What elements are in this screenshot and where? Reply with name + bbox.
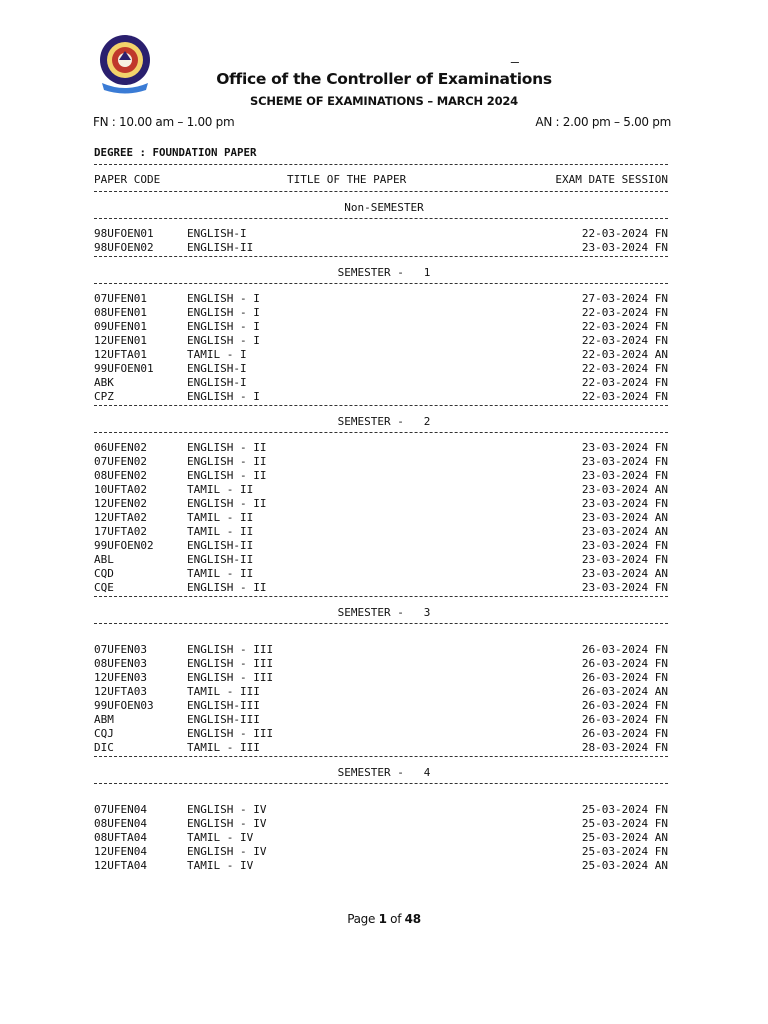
paper-code: 98UFOEN01 [94, 227, 154, 240]
exam-date-session: 22-03-2024 FN [581, 306, 668, 319]
section-label: SEMESTER - 2 [337, 415, 431, 428]
paper-title: ENGLISH-II [187, 241, 254, 254]
paper-code: CQE [94, 581, 114, 594]
paper-code: 07UFEN02 [94, 455, 147, 468]
paper-title: TAMIL - IV [187, 859, 254, 872]
dashed-rule [94, 191, 668, 192]
paper-code: 09UFEN01 [94, 320, 147, 333]
paper-title: ENGLISH-I [187, 376, 247, 389]
paper-title: ENGLISH - II [187, 441, 267, 454]
paper-title: ENGLISH - IV [187, 845, 267, 858]
top-mark: _ [511, 47, 519, 63]
dashed-rule [94, 256, 668, 257]
exam-date-session: 22-03-2024 FN [581, 376, 668, 389]
paper-code: 12UFTA04 [94, 859, 147, 872]
section-label: SEMESTER - 3 [337, 606, 431, 619]
dashed-rule [94, 756, 668, 757]
paper-title: ENGLISH - I [187, 320, 260, 333]
paper-title: ENGLISH - II [187, 455, 267, 468]
paper-title: ENGLISH - I [187, 334, 260, 347]
exam-date-session: 23-03-2024 FN [581, 241, 668, 254]
paper-code: 07UFEN03 [94, 643, 147, 656]
paper-title: TAMIL - III [187, 741, 260, 754]
dashed-rule [94, 405, 668, 406]
paper-title: ENGLISH - II [187, 469, 267, 482]
dashed-rule [94, 783, 668, 784]
exam-date-session: 23-03-2024 FN [581, 553, 668, 566]
exam-date-session: 23-03-2024 FN [581, 441, 668, 454]
paper-code: ABM [94, 713, 114, 726]
exam-date-session: 25-03-2024 AN [581, 859, 668, 872]
exam-date-session: 22-03-2024 FN [581, 362, 668, 375]
section-label: SEMESTER - 1 [337, 266, 431, 279]
exam-date-session: 26-03-2024 FN [581, 643, 668, 656]
paper-title: ENGLISH-II [187, 539, 254, 552]
paper-code: 99UFOEN03 [94, 699, 154, 712]
paper-code: DIC [94, 741, 114, 754]
paper-title: TAMIL - II [187, 567, 254, 580]
paper-title: ENGLISH - I [187, 292, 260, 305]
section-label: Non-SEMESTER [344, 201, 424, 214]
paper-code: 99UFOEN01 [94, 362, 154, 375]
exam-date-session: 23-03-2024 AN [581, 525, 668, 538]
exam-date-session: 23-03-2024 FN [581, 539, 668, 552]
page-title: Office of the Controller of Examinations [216, 70, 552, 88]
section-label: SEMESTER - 4 [337, 766, 431, 779]
paper-title: ENGLISH - I [187, 306, 260, 319]
exam-date-session: 26-03-2024 FN [581, 699, 668, 712]
exam-date-session: 25-03-2024 FN [581, 817, 668, 830]
paper-code: 08UFEN01 [94, 306, 147, 319]
degree-line: DEGREE : FOUNDATION PAPER [94, 146, 257, 159]
paper-title: TAMIL - II [187, 483, 254, 496]
dashed-rule [94, 164, 668, 165]
paper-code: ABL [94, 553, 114, 566]
paper-title: ENGLISH - I [187, 390, 260, 403]
exam-date-session: 27-03-2024 FN [581, 292, 668, 305]
dashed-rule [94, 283, 668, 284]
paper-code: 12UFEN04 [94, 845, 147, 858]
exam-date-session: 26-03-2024 FN [581, 713, 668, 726]
paper-code: 12UFEN03 [94, 671, 147, 684]
exam-date-session: 26-03-2024 FN [581, 657, 668, 670]
page-word: Page [347, 912, 376, 926]
paper-code: 12UFTA01 [94, 348, 147, 361]
page-subtitle: SCHEME OF EXAMINATIONS – MARCH 2024 [250, 94, 518, 108]
exam-date-session: 26-03-2024 FN [581, 671, 668, 684]
page-indicator [0, 912, 768, 926]
exam-date-session: 23-03-2024 FN [581, 581, 668, 594]
exam-date-session: 23-03-2024 AN [581, 567, 668, 580]
paper-code: 17UFTA02 [94, 525, 147, 538]
paper-code: 12UFEN02 [94, 497, 147, 510]
paper-title: ENGLISH-I [187, 227, 247, 240]
exam-date-session: 22-03-2024 FN [581, 320, 668, 333]
paper-code: 08UFEN04 [94, 817, 147, 830]
paper-code: 07UFEN01 [94, 292, 147, 305]
page-current: 1 [378, 912, 387, 926]
exam-date-session: 22-03-2024 AN [581, 348, 668, 361]
paper-code: 06UFEN02 [94, 441, 147, 454]
paper-title: TAMIL - III [187, 685, 260, 698]
paper-title: TAMIL - II [187, 511, 254, 524]
exam-date-session: 22-03-2024 FN [581, 390, 668, 403]
exam-date-session: 23-03-2024 FN [581, 455, 668, 468]
exam-date-session: 23-03-2024 FN [581, 469, 668, 482]
paper-title: TAMIL - II [187, 525, 254, 538]
page-of: of [390, 912, 402, 926]
paper-title: ENGLISH - III [187, 671, 274, 684]
dashed-rule [94, 218, 668, 219]
paper-title: ENGLISH - III [187, 657, 274, 670]
paper-code: 12UFEN01 [94, 334, 147, 347]
exam-date-session: 23-03-2024 AN [581, 483, 668, 496]
paper-title: TAMIL - I [187, 348, 247, 361]
paper-title: ENGLISH-III [187, 713, 260, 726]
exam-date-session: 23-03-2024 AN [581, 511, 668, 524]
exam-date-session: 26-03-2024 FN [581, 727, 668, 740]
paper-title: ENGLISH - IV [187, 803, 267, 816]
exam-date-session: 28-03-2024 FN [581, 741, 668, 754]
paper-title: TAMIL - IV [187, 831, 254, 844]
paper-title: ENGLISH-I [187, 362, 247, 375]
paper-title: ENGLISH - II [187, 581, 267, 594]
column-header-date-session: EXAM DATE SESSION [555, 173, 668, 186]
paper-title: ENGLISH-II [187, 553, 254, 566]
paper-code: 08UFEN03 [94, 657, 147, 670]
paper-code: 98UFOEN02 [94, 241, 154, 254]
paper-code: 12UFTA02 [94, 511, 147, 524]
paper-code: 07UFEN04 [94, 803, 147, 816]
dashed-rule [94, 432, 668, 433]
dashed-rule [94, 596, 668, 597]
paper-code: CPZ [94, 390, 114, 403]
paper-code: 12UFTA03 [94, 685, 147, 698]
paper-code: CQD [94, 567, 114, 580]
exam-date-session: 23-03-2024 FN [581, 497, 668, 510]
exam-date-session: 25-03-2024 AN [581, 831, 668, 844]
exam-date-session: 25-03-2024 FN [581, 803, 668, 816]
paper-title: ENGLISH - II [187, 497, 267, 510]
dashed-rule [94, 623, 668, 624]
paper-title: ENGLISH - III [187, 643, 274, 656]
paper-code: 10UFTA02 [94, 483, 147, 496]
paper-title: ENGLISH - III [187, 727, 274, 740]
paper-title: ENGLISH-III [187, 699, 260, 712]
exam-date-session: 22-03-2024 FN [581, 227, 668, 240]
paper-code: 08UFEN02 [94, 469, 147, 482]
paper-code: 08UFTA04 [94, 831, 147, 844]
exam-date-session: 22-03-2024 FN [581, 334, 668, 347]
paper-code: CQJ [94, 727, 114, 740]
column-header-code: PAPER CODE [94, 173, 161, 186]
paper-code: 99UFOEN02 [94, 539, 154, 552]
page-total: 48 [404, 912, 421, 926]
exam-date-session: 26-03-2024 AN [581, 685, 668, 698]
paper-code: ABK [94, 376, 114, 389]
an-session-time: AN : 2.00 pm – 5.00 pm [535, 115, 671, 129]
column-header-title: TITLE OF THE PAPER [287, 173, 407, 186]
fn-session-time: FN : 10.00 am – 1.00 pm [93, 115, 235, 129]
paper-title: ENGLISH - IV [187, 817, 267, 830]
exam-date-session: 25-03-2024 FN [581, 845, 668, 858]
